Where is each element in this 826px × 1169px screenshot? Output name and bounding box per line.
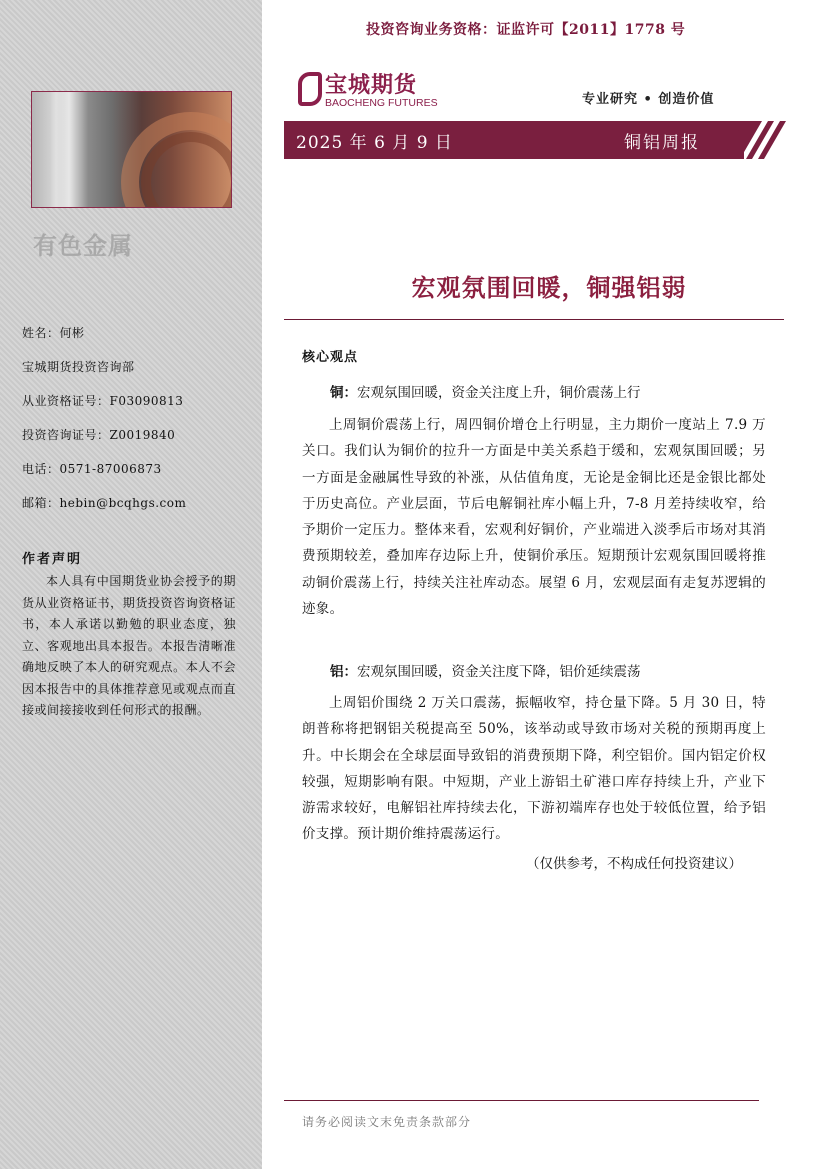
copper-analysis: 上周铜价震荡上行，周四铜价增仓上行明显，主力期价一度站上 7.9 万关口。我们认为铜价的拉升一方面是中美关系趋于缓和，宏观氛围回暖；另一方面是金融属性导致的补涨，从估值角度，无论是金铜比还是金银比都处于历史高位。产业层面，节后电解铜社库小幅上升，7-8 月差持续收窄，给予期价一定压力。整体来看，宏观利好铜价，产业端进入淡季后市场对其消费预期较差，叠加库存边际上升，使铜价承压。短期预计宏观氛围回暖将推动铜价震荡上行，持续关注社库动态。展望 6 月，宏观层面有走复苏逻辑的迹象。 xyxy=(302,417,766,618)
footer-disclaimer-link: 请务必阅读文末免责条款部分 xyxy=(302,1115,472,1129)
copper-label: 铜： xyxy=(330,385,357,401)
cover-image xyxy=(31,91,232,208)
company-slogan: 专业研究 • 创造价值 xyxy=(582,92,715,107)
license-info: 投资咨询业务资格：证监许可【2011】1778 号 xyxy=(366,22,686,38)
section-title: 核心观点 xyxy=(302,350,359,365)
disclaimer-note: （仅供参考，不构成任何投资建议） xyxy=(526,856,742,872)
category-label: 有色金属 xyxy=(33,232,133,260)
phone-number: 电话：0571-87006873 xyxy=(22,462,162,476)
headline-divider xyxy=(284,319,784,320)
analyst-name: 姓名：何彬 xyxy=(22,326,85,340)
report-headline: 宏观氛围回暖，铜强铝弱 xyxy=(411,274,687,302)
analyst-contact xyxy=(22,316,186,520)
copper-summary xyxy=(330,381,641,401)
consulting-number: 投资咨询证号：Z0019840 xyxy=(22,428,176,442)
logo-mark-icon xyxy=(298,72,322,106)
logo-english-name: BAOCHENG FUTURES xyxy=(325,97,438,109)
sidebar xyxy=(0,0,262,1169)
declaration-title: 作者声明 xyxy=(22,552,83,567)
aluminum-label: 铝： xyxy=(330,664,357,680)
aluminum-summary xyxy=(330,660,641,680)
analyst-department: 宝城期货投资咨询部 xyxy=(22,360,135,374)
qualification-number: 从业资格证号：F03090813 xyxy=(22,394,184,408)
copper-summary-text: 宏观氛围回暖，资金关注度上升，铜价震荡上行 xyxy=(357,385,641,401)
email-address[interactable]: 邮箱：hebin@bcqhgs.com xyxy=(22,496,187,510)
logo-chinese-name: 宝城期货 xyxy=(325,73,418,98)
decorative-stripes-icon xyxy=(722,121,786,159)
declaration-text: 本人具有中国期货业协会授予的期货从业资格证书，期货投资咨询资格证书，本人承诺以勤勉的职业态度，独立、客观地出具本报告。本报告清晰准确地反映了本人的研究观点。本人不会因本报告中的具体推荐意见或观点而直接或间接接收到任何形式的报酬。 xyxy=(22,574,236,717)
footer-divider xyxy=(284,1100,759,1101)
aluminum-analysis: 上周铝价围绕 2 万关口震荡，振幅收窄，持仓量下降。5 月 30 日，特朗普称将把钢铝关税提高至 50%，该举动或导致市场对关税的预期再度上升。中长期会在全球层面导致铝的消费预期下降，利空铝价。国内铝定价权较强，短期影响有限。中短期，产业上游铝土矿港口库存持续上升，产业下游需求较好，电解铝社库持续去化，下游初端库存也处于较低位置，给予铝价支撑。预计期价维持震荡运行。 xyxy=(302,695,766,843)
aluminum-summary-text: 宏观氛围回暖，资金关注度下降，铝价延续震荡 xyxy=(357,664,641,680)
report-type: 铜铝周报 xyxy=(624,133,700,153)
report-date: 2025 年 6 月 9 日 xyxy=(296,133,453,153)
image-sheen xyxy=(50,92,88,208)
company-logo xyxy=(298,70,438,112)
